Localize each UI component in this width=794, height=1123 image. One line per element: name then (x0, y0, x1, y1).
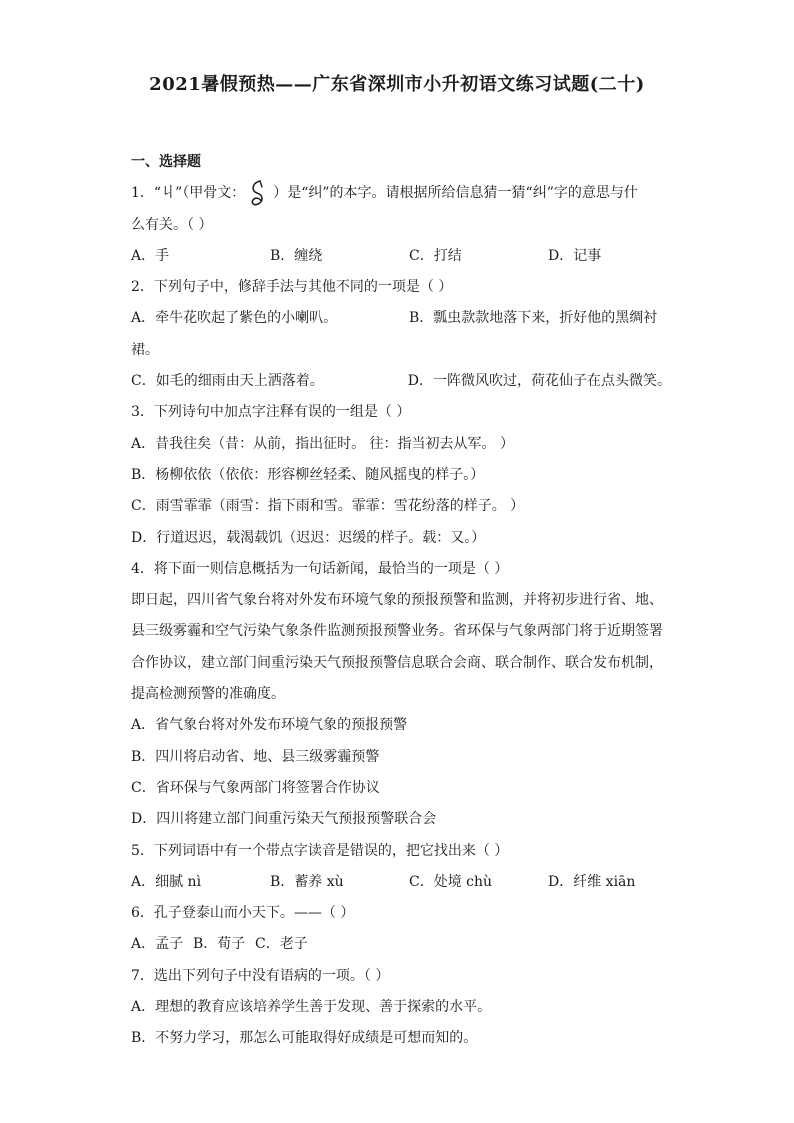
question-3-option-a[interactable]: A．昔我往矣（昔：从前，指出征时。 往：指当初去从军。 ） (131, 435, 515, 452)
question-5-option-b[interactable]: B．蓄养 xù (270, 873, 344, 890)
question-2-option-c[interactable]: C．如毛的细雨由天上洒落着。 (131, 373, 324, 390)
question-2-options-cd (131, 366, 671, 397)
question-2-option-b[interactable]: B．瓢虫款款地落下来，折好他的黑绸衬 (409, 310, 658, 327)
question-5-options (131, 867, 671, 898)
question-3-option-b[interactable]: B．杨柳依依（依依：形容柳丝轻柔、随风摇曳的样子。） (131, 466, 485, 483)
question-5-stem: 5．下列词语中有一个带点字读音是错误的，把它找出来（ ） (131, 842, 509, 859)
question-7-stem: 7．选出下列句子中没有语病的一项。（ ） (131, 967, 390, 984)
page-title: 2021暑假预热——广东省深圳市小升初语文练习试题(二十) (149, 74, 645, 95)
question-1-text-b: ）是“纠”的本字。请根据所给信息猜一猜“纠”字的意思与什 (273, 185, 638, 202)
question-6-option-a[interactable]: A．孟子 (131, 936, 184, 953)
question-5-option-c[interactable]: C．处境 chù (409, 873, 493, 890)
question-7-option-b[interactable]: B．不努力学习，那怎么可能取得好成绩是可想而知的。 (131, 1030, 478, 1047)
question-1-stem-cont: 么有关。（ ） (131, 216, 213, 233)
question-3-option-c[interactable]: C．雨雪霏霏（雨雪：指下雨和雪。霏霏：雪花纷落的样子。 ） (131, 498, 525, 515)
question-2-option-a[interactable]: A．牵牛花吹起了紫色的小喇叭。 (131, 310, 338, 327)
question-2-options-ab (131, 303, 671, 334)
question-6-stem: 6．孔子登泰山而小天下。——（ ） (131, 905, 355, 922)
question-3-stem: 3．下列诗句中加点字注释有误的一组是（ ） (131, 404, 411, 421)
question-4-option-b[interactable]: B．四川将启动省、地、县三级雾霾预警 (131, 748, 380, 765)
question-5-option-a[interactable]: A．细腻 nì (131, 873, 202, 890)
question-7-option-a[interactable]: A．理想的教育应该培养学生善于发现、善于探索的水平。 (131, 999, 492, 1016)
question-2-option-b-cont: 裙。 (131, 341, 159, 358)
question-1-text-a: 1．“丩”（甲骨文： (131, 185, 246, 202)
question-6-option-c[interactable]: C．老子 (255, 936, 308, 953)
question-1-option-b[interactable]: B．缠绕 (270, 247, 323, 264)
section-heading: 一、选择题 (131, 154, 201, 170)
question-2-option-d[interactable]: D．一阵微风吹过，荷花仙子在点头微笑。 (407, 373, 671, 390)
question-5-option-d[interactable]: D．纤维 xiān (548, 873, 636, 890)
question-2-stem: 2．下列句子中，修辞手法与其他不同的一项是（ ） (131, 279, 453, 296)
question-3-option-d[interactable]: D．行道迟迟，载渴载饥（迟迟：迟缓的样子。载：又。） (131, 529, 486, 546)
question-1-option-d[interactable]: D．记事 (548, 247, 602, 264)
question-4-passage-line-4: 提高检测预警的准确度。 (131, 686, 285, 703)
question-4-passage-line-2: 县三级雾霾和空气污染气象条件监测预报预警业务。省环保与气象两部门将于近期签署 (131, 623, 663, 640)
exam-content (131, 147, 671, 1055)
question-4-stem: 4．将下面一则信息概括为一句话新闻，最恰当的一项是（ ） (131, 560, 509, 577)
question-1-options (131, 241, 671, 272)
question-6-options (131, 929, 671, 960)
question-4-option-a[interactable]: A．省气象台将对外发布环境气象的预报预警 (131, 717, 408, 734)
question-1-stem (131, 178, 671, 209)
question-1-option-c[interactable]: C．打结 (409, 247, 462, 264)
question-4-passage-line-3: 合作协议，建立部门间重污染天气预报预警信息联合会商、联合制作、联合发布机制， (131, 654, 663, 671)
question-6-option-b[interactable]: B．荀子 (193, 936, 246, 953)
question-4-passage-line-1: 即日起，四川省气象台将对外发布环境气象的预报预警和监测，并将初步进行省、地、 (131, 592, 663, 609)
question-4-option-c[interactable]: C．省环保与气象两部门将签署合作协议 (131, 779, 380, 796)
oracle-bone-glyph-icon (247, 179, 271, 207)
question-4-option-d[interactable]: D．四川将建立部门间重污染天气预报预警联合会 (131, 811, 437, 828)
question-1-option-a[interactable]: A．手 (131, 247, 170, 264)
